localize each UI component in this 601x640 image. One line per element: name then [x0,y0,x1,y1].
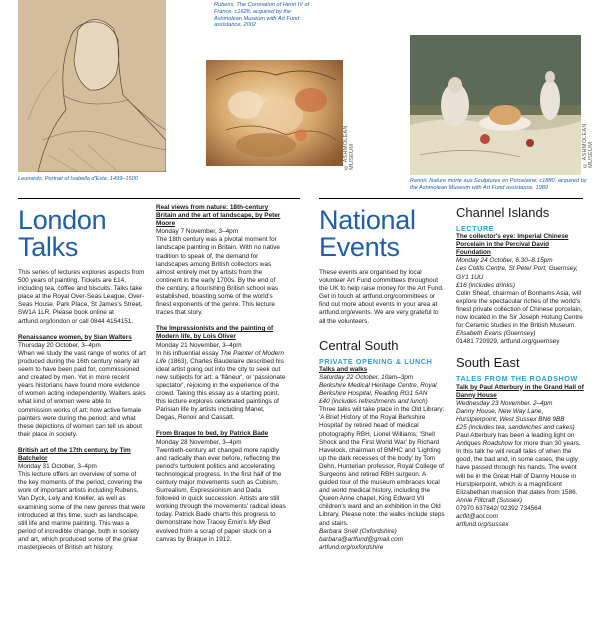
event-price: £25 (includes tea, sandwiches and cakes) [456,423,575,431]
leonardo-caption: Leonardo, Portrait of Isabella d'Este, 1499–1500 [18,176,138,182]
event-title: Talk by Paul Atterbury in the Grand Hall of Danny House [456,383,584,399]
body-text: evolved from a scrap of paper stuck on a canvas by Braque in 1912. [156,527,272,543]
event-title: Talks and walks [319,365,368,373]
contact-name: Annie Flitcraft (Sussex) [456,496,523,504]
london-intro: This series of lectures explores aspects from 500 years of painting. Tickets are £14, including tea, coffee and biscuits. Talks take place at the Royal Over-Seas League, Over-Seas House, Park Place, St James's Street, SW1A 1LR. Please book online at artfund.org/london or call 0844 4154151. [18,269,145,325]
body-text: Paul Atterbury has been a leading light on [456,432,575,440]
event-body [456,432,584,497]
body-emphasis: The Painter of Modern Life [156,349,284,365]
leonardo-portrait-image [18,0,166,172]
body-text: In his influential essay [156,349,221,357]
body-emphasis: My Bed [248,519,271,527]
talk-body: The 18th century was a pivotal moment for landscape painting in Britain. With no native tradition to speak of, the demand for landscapes among British collectors was almost entirely met by artists from the continent in the early 1700s. By the end of the century, a flourishing British school was established, boasting some of the world's finest exponents of the genre. This lecture traces that story. [156,236,280,317]
talk-body [156,350,286,423]
title-line-1: London [18,205,107,235]
event-date: Monday 24 October, 6.30–8.15pm [456,257,553,265]
national-intro: These events are organised by local volunteer Art Fund committees throughout the UK to help raise money for the Art Fund. Get in touch at artfund.org/committees or find out more about events in your area at artfund.org/events. We are very grateful to all the volunteers. [319,269,444,325]
section-rule-right [319,198,583,199]
section-rule-left [18,198,300,199]
renoir-still-life-image [410,35,581,175]
talk-body: When we study the vast range of works of art produced during the 16th century nearly all seem to have been paid for, commissioned and created by men. Yet in more recent years historians have found more evidence of women acting independently. Walters asks what kind of women were able to commission works of art; how active female painters were during the period; and what these depictions of women can tell us about their place in society. [18,349,146,438]
talk-date: Monday 28 November, 3–4pm [156,438,242,446]
event-tag: LECTURE [456,224,495,233]
talk-title: From Braque to bed, by Patrick Bade [156,430,269,438]
title-line-1: National [319,205,416,235]
region-heading: South East [456,355,520,371]
contact-email[interactable]: barbara@artfund@gmail.com [319,535,404,543]
talk-title: Real views from nature: 18th-century Britain and the art of landscape, by Peter Moore [156,204,281,228]
london-talks-column-2 [156,204,286,544]
contact-email[interactable]: acflit@aol.com [456,513,499,520]
event-date: Wednesday 23 November, 2–4pm [456,399,553,407]
renoir-credit: © ASHMOLEAN MUSEUM [582,123,594,168]
talk-body [156,447,286,544]
title-line-2: Events [319,232,400,262]
event-price: £16 (includes drinks) [456,281,515,289]
talk-date: Monday 31 October, 3–4pm [18,463,97,471]
event-title: The collector's eye: Imperial Chinese Porcelain in the Percival David Foundation [456,233,569,257]
event-venue: Berkshire Medical Heritage Centre, Royal Berkshire Hospital, Reading RG1 5AN [319,381,437,398]
region-heading: Channel Islands [456,205,550,220]
rubens-painting-image [206,60,343,166]
contact-phone[interactable]: 01481 720929, artfund.org/guernsey [456,338,560,346]
contact-web[interactable]: artfund.org/oxfordshire [319,543,384,551]
event-price: £40 (includes refreshments and lunch) [319,398,428,406]
contact-phone[interactable]: 07970 637842/ 02392 734564 [456,504,542,512]
event-body: Colin Sheaf, chairman of Bonhams Asia, will explore the spectacular riches of the world's finest private collection of Chinese porcelain, now located in the Sir Joseph Hotung Centre for Ceramic studies in the British Museum. [456,289,583,330]
talk-date: Monday 21 November, 3–4pm [156,341,242,349]
regional-events-column [456,204,584,529]
talk-title: Renaissance women, by Sian Walters [18,333,132,341]
event-tag: PRIVATE OPENING & LUNCH [319,356,433,366]
contact-web[interactable]: artfund.org/sussex [456,521,509,529]
body-text: for more than 30 years. In this talk he will recall tales of when the good, the bad and, in some cases, the ugly have passed through his hands. The event will be in the Great Hall of Danny House in Hurstpierpoint, which is a magnificent Elizabethan mansion that dates from 1586. [456,440,581,496]
event-tag: TALES FROM THE ROADSHOW [456,374,578,384]
rubens-caption: Rubens, The Coronation of Henri IV of France, c1628, acquired by the Ashmolean Museum with Art Fund assistance, 2002 [214,2,310,29]
body-emphasis: Antiques Roadshow [456,440,513,448]
body-text: Twentieth-century art changed more rapidly and radically than ever before, reflecting the period's turbulent politics and accelerating technological progress. In the first half of the century major movements such as Cubism, Surrealism, Expressionism and Dada followed in quick succession. Artists are still working through the movements' radical ideas today. Patrick Bade charts this progress to demonstrate how Tracey Emin's [156,446,286,527]
talk-title: The Impressionists and the painting of Modern life, by Lois Oliver [156,325,274,341]
event-body: Three talks will take place in the Old Library: 'A Brief History of the Royal Berkshire Hospital' by retired head of medical photography RBH, Lionel Williams; 'Shell Shock and the First World War' by Richard Havelock, chairman of BMHC and 'Lighting up the dark recesses of the body' by Tom Dehn, Hunterian professor, Royal College of Surgeons and retired RBH surgeon. A guided tour of the museum embraces local and world medical history, including the Queen Anne chapel, King Edward VII children's ward and an exhibition in the Old Library. Please note: the walks include steps and stairs. [319,406,445,527]
region-heading: Central South [319,337,399,353]
talk-body: This lecture offers an overview of some of the key moments of the period, covering the work of important artists including Rubens, Van Dyck, Lely and Kneller, as well as examining some of the new genres that were introduced at this time, such as landscape, still life and marine painting. This was a period of incredible change, both in society and art, which produced some of the great masterpieces of British art history. [18,471,146,551]
rubens-credit: © ASHMOLEAN MUSEUM [343,125,355,170]
national-events-title [319,207,445,261]
renoir-caption: Renoir, Nature morte aux Sculptures en Porcelaine, c1880, acquired by the Ashmolean Museum with Art Fund assistance, 1989 [410,178,587,191]
contact-name: Barbara Snell (Oxfordshire) [319,527,397,535]
contact-name: Elisabeth Evans (Guernsey) [456,330,536,338]
london-talks-column-1 [18,204,146,552]
title-line-2: Talks [18,232,79,262]
event-venue: Danny House, New Way Lane, Hurstpierpoint, West Sussex BN6 9BB [456,407,565,423]
national-events-column [319,204,445,552]
talk-title: British art of the 17th century, by Tim Batchelor [18,446,131,462]
event-venue: Les Cotils Centre, St Peter Port, Guernsey, GY1 1UU [456,265,578,281]
event-date: Saturday 22 October, 10am–3pm [319,373,414,381]
talk-date: Thursday 20 October, 3–4pm [18,341,101,349]
london-talks-title [18,207,146,261]
body-text: (1863), Charles Baudelaire described his ideal artist going out into the city to seek out new subjects for art: a 'flâneur', or 'passionate spectator', rejoicing in the experience of the crowd. Taking this essay as a starting point, this lecture explores celebrated paintings of Parisian life by artists including Manet, Degas, Renoir and Cassatt. [156,357,286,422]
talk-date: Monday 7 November, 3–4pm [156,228,239,236]
